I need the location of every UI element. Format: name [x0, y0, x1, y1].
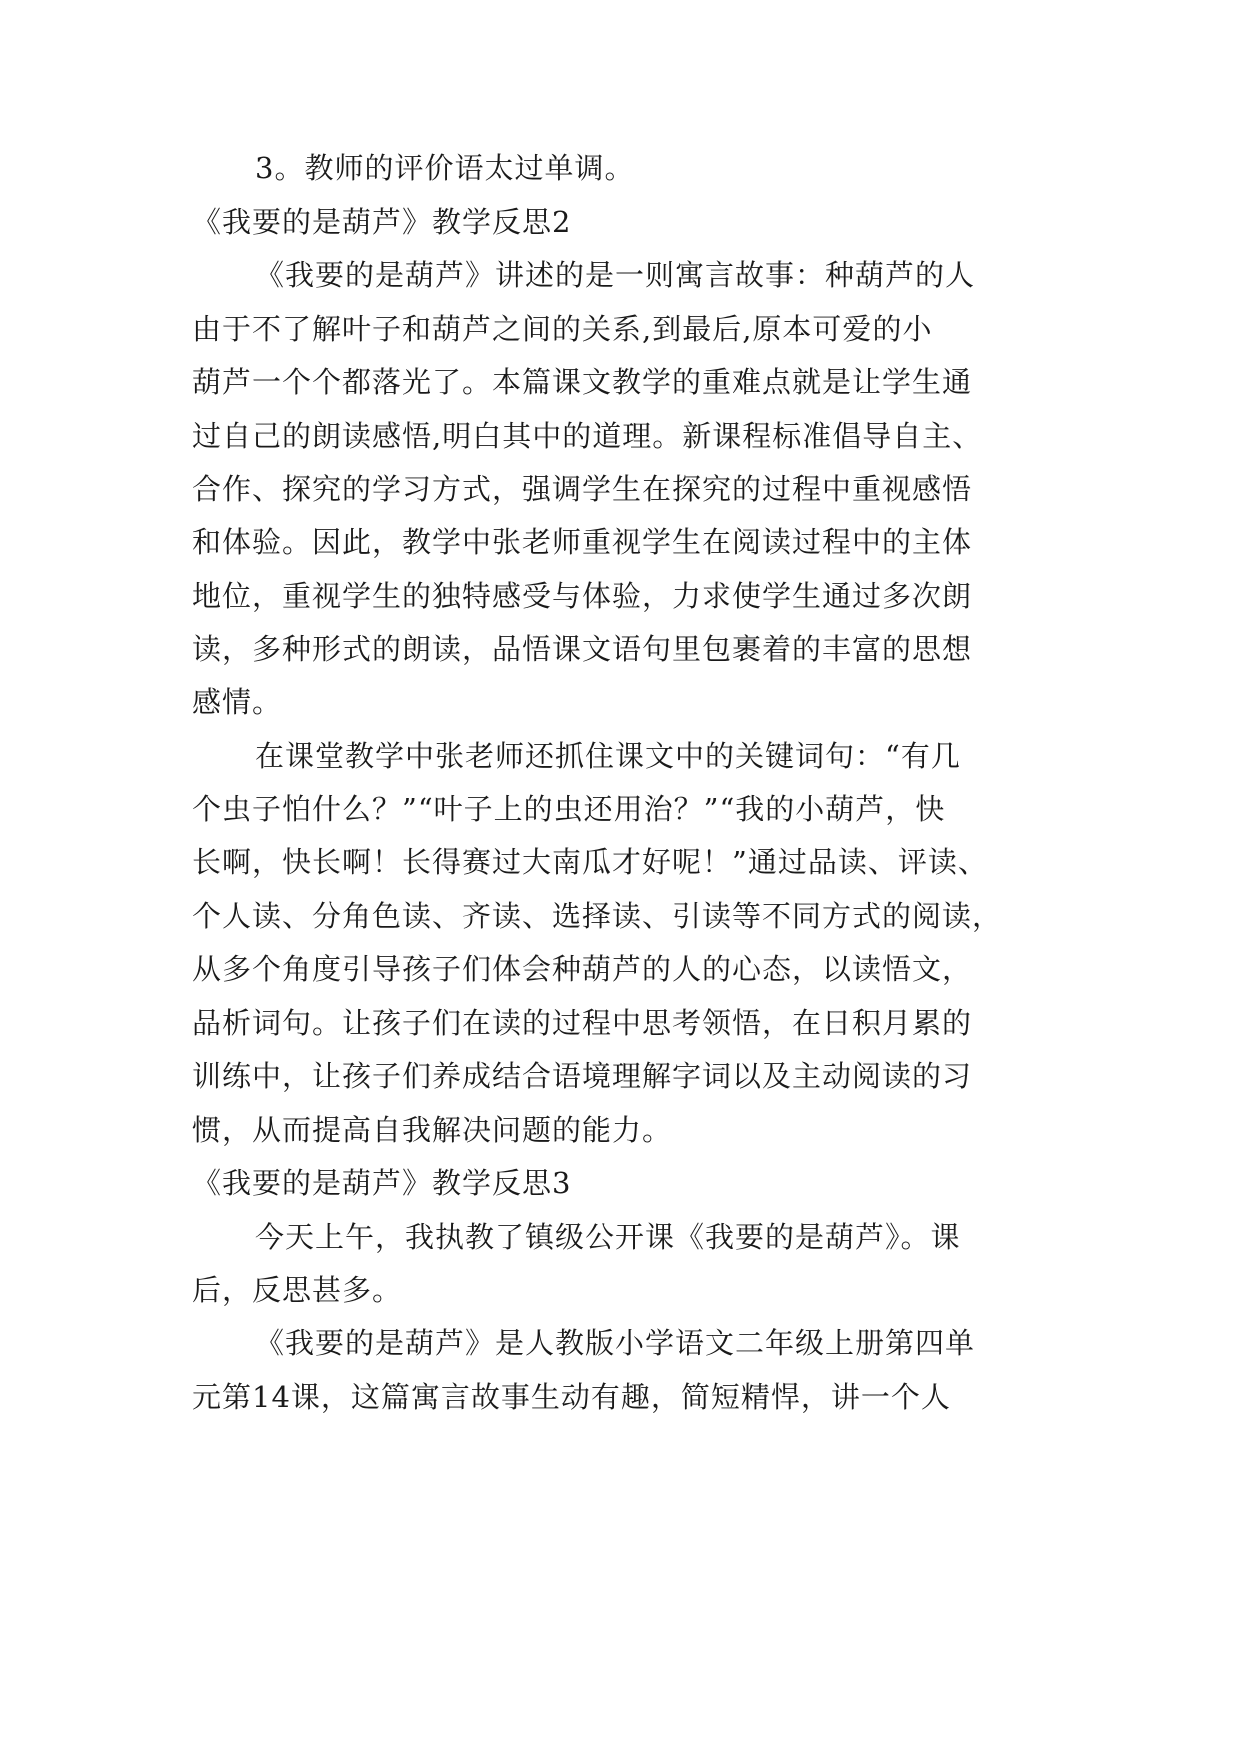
section-heading-3: 《我要的是葫芦》教学反思3	[192, 1166, 572, 1200]
paragraph-line: 品析词句。让孩子们在读的过程中思考领悟，在日积月累的	[192, 1006, 973, 1040]
list-item-3: 3。教师的评价语太过单调。	[255, 151, 635, 185]
paragraph-line: 今天上午，我执教了镇级公开课《我要的是葫芦》。课	[255, 1220, 961, 1254]
section-heading-2: 《我要的是葫芦》教学反思2	[192, 205, 572, 239]
paragraph-line: 后，反思甚多。	[192, 1273, 403, 1307]
paragraph-line: 由于不了解叶子和葫芦之间的关系,到最后,原本可爱的小	[192, 312, 933, 346]
paragraph-line: 在课堂教学中张老师还抓住课文中的关键词句：“有几	[255, 739, 961, 773]
paragraph-line: 个虫子怕什么？”“叶子上的虫还用治？”“我的小葫芦，快	[192, 792, 946, 826]
paragraph-line: 葫芦一个个都落光了。本篇课文教学的重难点就是让学生通	[192, 365, 973, 399]
paragraph-line: 个人读、分角色读、齐读、选择读、引读等不同方式的阅读，	[192, 899, 1003, 933]
paragraph-line: 和体验。因此，教学中张老师重视学生在阅读过程中的主体	[192, 525, 973, 559]
paragraph-line: 长啊，快长啊！长得赛过大南瓜才好呢！”通过品读、评读、	[192, 845, 988, 879]
paragraph-line: 训练中，让孩子们养成结合语境理解字词以及主动阅读的习	[192, 1059, 973, 1093]
paragraph-line: 元第14课，这篇寓言故事生动有趣，简短精悍，讲一个人	[192, 1380, 951, 1414]
paragraph-line: 从多个角度引导孩子们体会种葫芦的人的心态，以读悟文，	[192, 952, 973, 986]
paragraph-line: 《我要的是葫芦》是人教版小学语文二年级上册第四单	[255, 1326, 976, 1360]
paragraph-line: 合作、探究的学习方式，强调学生在探究的过程中重视感悟	[192, 472, 973, 506]
paragraph-line: 感情。	[192, 685, 283, 719]
paragraph-line: 惯，从而提高自我解决问题的能力。	[192, 1113, 673, 1147]
paragraph-line: 《我要的是葫芦》讲述的是一则寓言故事：种葫芦的人	[255, 258, 976, 292]
paragraph-line: 过自己的朗读感悟,明白其中的道理。新课程标准倡导自主、	[192, 419, 983, 453]
paragraph-line: 读，多种形式的朗读，品悟课文语句里包裹着的丰富的思想	[192, 632, 973, 666]
paragraph-line: 地位，重视学生的独特感受与体验，力求使学生通过多次朗	[192, 579, 973, 613]
